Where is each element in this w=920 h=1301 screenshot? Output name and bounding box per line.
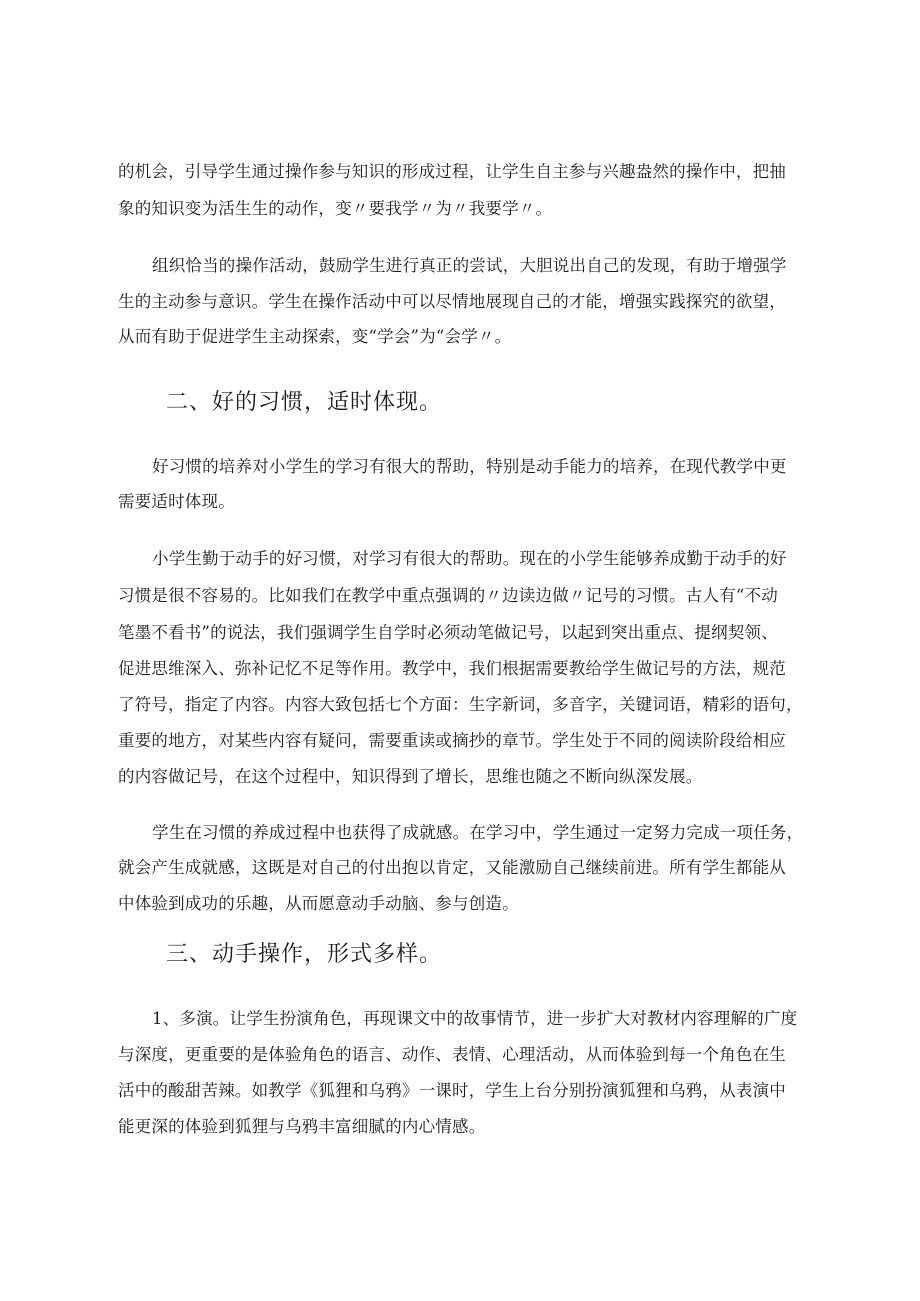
paragraph-line: 活中的酸甜苦辣。如教学《狐狸和乌鸦》一课时，学生上台分别扮演狐狸和乌鸦，从表演中 <box>118 1081 786 1100</box>
paragraph-line: 的内容做记号，在这个过程中，知识得到了增长，思维也随之不断向纵深发展。 <box>118 767 703 786</box>
paragraph-line: 笔墨不看书”的说法，我们强调学生自学时必须动笔做记号，以起到突出重点、提纲契领、 <box>118 623 778 642</box>
paragraph-line: 重要的地方，对某些内容有疑问，需要重读或摘抄的章节。学生处于不同的阅读阶段给相应 <box>118 731 786 750</box>
paragraph-line: 就会产生成就感，这既是对自己的付出抱以肯定，又能激励自己继续前进。所有学生都能从 <box>118 858 786 877</box>
paragraph-line: 好习惯的培养对小学生的学习有很大的帮助，特别是动手能力的培养，在现代教学中更 <box>152 457 787 476</box>
paragraph-line: 学生在习惯的养成过程中也获得了成就感。在学习中，学生通过一定努力完成一项任务， <box>152 823 804 842</box>
paragraph-line: 了符号，指定了内容。内容大致包括七个方面：生字新词，多音字，关键词语，精彩的语句， <box>118 695 803 714</box>
paragraph-line: 组织恰当的操作活动，鼓励学生进行真正的尝试，大胆说出自己的发现，有助于增强学 <box>152 256 787 275</box>
section-heading: 三、动手操作，形式多样。 <box>166 942 443 967</box>
paragraph-line: 小学生勤于动手的好习惯，对学习有很大的帮助。现在的小学生能够养成勤于动手的好 <box>152 549 787 568</box>
paragraph-line: 象的知识变为活生生的动作，变〃要我学〃为〃我要学〃。 <box>118 199 553 218</box>
paragraph-line: 需要适时体现。 <box>118 492 235 511</box>
paragraph-line: 能更深的体验到狐狸与乌鸦丰富细腻的内心情感。 <box>118 1117 486 1136</box>
paragraph-line: 的机会，引导学生通过操作参与知识的形成过程，让学生自主参与兴趣盎然的操作中，把抽 <box>118 162 786 181</box>
section-heading: 二、好的习惯，适时体现。 <box>166 390 443 415</box>
paragraph-line: 从而有助于促进学生主动探索，变“学会”为“会学〃。 <box>118 327 512 346</box>
paragraph-line: 生的主动参与意识。学生在操作活动中可以尽情地展现自己的才能，增强实践探究的欲望， <box>118 292 786 311</box>
paragraph-line: 促进思维深入、弥补记忆不足等作用。教学中，我们根据需要教给学生做记号的方法，规范 <box>118 659 786 678</box>
paragraph-line: 与深度，更重要的是体验角色的语言、动作、表情、心理活动，从而体验到每一个角色在生 <box>118 1045 786 1064</box>
paragraph-line: 习惯是很不容易的。比如我们在教学中重点强调的〃边读边做〃记号的习惯。古人有“不动 <box>118 586 778 605</box>
paragraph-line: 中体验到成功的乐趣，从而愿意动手动脑、参与创造。 <box>118 894 519 913</box>
paragraph-line: 1、多演。让学生扮演角色，再现课文中的故事情节，进一步扩大对教材内容理解的广度 <box>152 1009 798 1028</box>
